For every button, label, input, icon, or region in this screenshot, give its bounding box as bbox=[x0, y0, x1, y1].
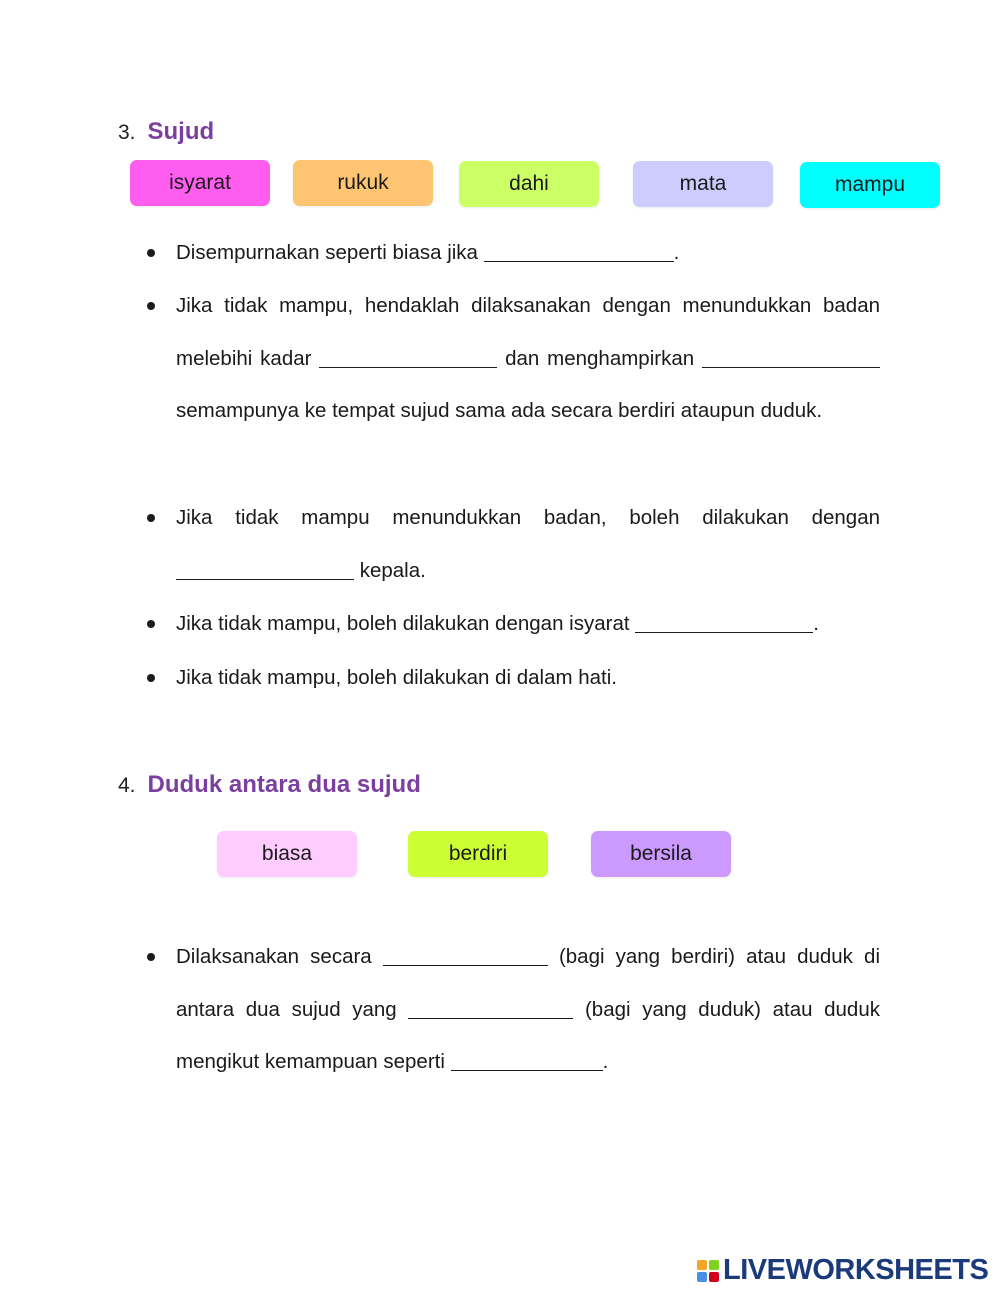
chip-label: biasa bbox=[261, 842, 313, 865]
answer-blank[interactable] bbox=[635, 612, 813, 633]
section-3-heading bbox=[118, 118, 214, 146]
chip-label: bersila bbox=[630, 842, 692, 865]
logo-square bbox=[697, 1260, 707, 1270]
chip-label: mampu bbox=[834, 173, 906, 196]
bullet-text: . bbox=[602, 1050, 609, 1073]
answer-blank[interactable] bbox=[484, 241, 674, 262]
bullet-dot bbox=[147, 514, 155, 522]
word-chip-isyarat[interactable] bbox=[130, 160, 270, 206]
word-chip-rukuk[interactable] bbox=[293, 160, 433, 206]
bullet-text: Dilaksanakan secara bbox=[176, 945, 372, 968]
chip-label: isyarat bbox=[169, 171, 231, 194]
bullet-text: semampunya ke tempat sujud sama ada secara berdiri ataupun duduk. bbox=[176, 399, 823, 422]
word-chip-mampu[interactable] bbox=[800, 162, 940, 208]
bullet-dot bbox=[147, 674, 155, 682]
word-chip-mata[interactable] bbox=[633, 161, 773, 207]
chip-label: mata bbox=[679, 172, 727, 195]
bullet-item bbox=[147, 492, 880, 597]
bullet-text: Jika tidak mampu, hendaklah dilaksanakan dengan menundukkan badan melebihi kadar bbox=[176, 294, 880, 370]
bullet-text: (bagi yang duduk) atau duduk mengikut kemampuan seperti bbox=[176, 997, 880, 1073]
section-number: 3. bbox=[118, 121, 136, 144]
section-number: 4. bbox=[118, 774, 136, 797]
bullet-item bbox=[147, 280, 880, 438]
bullet-dot bbox=[147, 620, 155, 628]
answer-blank[interactable] bbox=[319, 347, 497, 368]
answer-blank[interactable] bbox=[383, 945, 548, 966]
section-title: Duduk antara dua sujud bbox=[147, 771, 421, 798]
word-chip-dahi[interactable] bbox=[459, 161, 599, 207]
answer-blank[interactable] bbox=[451, 1050, 603, 1071]
bullet-text: (bagi yang berdiri) atau duduk di antara dua sujud yang bbox=[176, 945, 880, 1021]
bullet-text: . bbox=[673, 241, 680, 264]
answer-blank[interactable] bbox=[176, 559, 354, 580]
bullet-dot bbox=[147, 249, 155, 257]
chip-label: berdiri bbox=[448, 842, 508, 865]
word-chip-biasa[interactable] bbox=[217, 831, 357, 877]
logo-square bbox=[709, 1272, 719, 1282]
bullet-text: Disempurnakan seperti biasa jika bbox=[176, 241, 478, 264]
word-chip-bersila[interactable] bbox=[591, 831, 731, 877]
bullet-dot bbox=[147, 953, 155, 961]
answer-blank[interactable] bbox=[408, 998, 573, 1019]
chip-label: dahi bbox=[509, 172, 549, 195]
bullet-item bbox=[147, 652, 880, 705]
bullet-dot bbox=[147, 302, 155, 310]
bullet-item bbox=[147, 931, 880, 1089]
bullet-item bbox=[147, 227, 880, 280]
bullet-text: Jika tidak mampu, boleh dilakukan di dalam hati. bbox=[176, 666, 617, 689]
section-4-heading bbox=[118, 771, 421, 799]
bullet-text: Jika tidak mampu, boleh dilakukan dengan isyarat bbox=[176, 612, 630, 635]
bullet-text: Jika tidak mampu menundukkan badan, boleh dilakukan dengan bbox=[176, 506, 880, 529]
liveworksheets-logo-icon bbox=[697, 1260, 719, 1282]
bullet-text: . bbox=[813, 612, 819, 635]
logo-text: LIVEWORKSHEETS bbox=[723, 1254, 989, 1286]
chip-label: rukuk bbox=[337, 171, 389, 194]
section-title: Sujud bbox=[147, 118, 215, 145]
liveworksheets-logo bbox=[697, 1254, 988, 1287]
bullet-text: dan menghampirkan bbox=[505, 346, 695, 370]
bullet-text: kepala. bbox=[359, 558, 426, 582]
answer-blank[interactable] bbox=[702, 347, 880, 368]
bullet-item bbox=[147, 598, 880, 651]
logo-square bbox=[709, 1260, 719, 1270]
logo-square bbox=[697, 1272, 707, 1282]
word-chip-berdiri[interactable] bbox=[408, 831, 548, 877]
